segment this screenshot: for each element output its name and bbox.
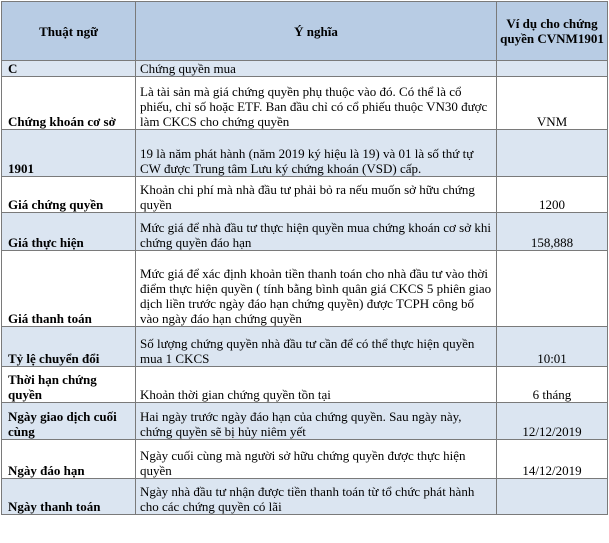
example-cell [497, 251, 608, 327]
example-cell [497, 479, 608, 515]
meaning-cell: Khoản chi phí mà nhà đầu tư phải bỏ ra nếu muốn sở hữu chứng quyền [136, 177, 497, 213]
term-cell: Ngày đáo hạn [2, 440, 136, 479]
table-row [2, 403, 608, 440]
term-cell: C [2, 61, 136, 77]
meaning-cell: Mức giá để xác định khoản tiền thanh toán cho nhà đầu tư vào thời điểm thực hiện quyền ( tính bằng bình quân giá CKCS 5 phiên giao dịch liền trước ngày đáo hạn chứng quyền) được TCPH công bố vào ngày đáo hạn chứng quyền [136, 251, 497, 327]
term-cell: Tỷ lệ chuyển đổi [2, 327, 136, 367]
term-cell: Giá chứng quyền [2, 177, 136, 213]
table-row [2, 130, 608, 177]
example-cell: 1200 [497, 177, 608, 213]
table-row [2, 77, 608, 130]
example-cell: VNM [497, 77, 608, 130]
example-cell: 14/12/2019 [497, 440, 608, 479]
example-cell: 12/12/2019 [497, 403, 608, 440]
table-row [2, 440, 608, 479]
header-example: Ví dụ cho chứng quyền CVNM1901 [497, 2, 608, 61]
glossary-table [1, 1, 608, 515]
meaning-cell: Hai ngày trước ngày đáo hạn của chứng quyền. Sau ngày này, chứng quyền sẽ bị hủy niêm yết [136, 403, 497, 440]
meaning-cell: Ngày nhà đầu tư nhận được tiền thanh toán từ tổ chức phát hành cho các chứng quyền có lãi [136, 479, 497, 515]
table-row [2, 251, 608, 327]
term-cell: Thời hạn chứng quyền [2, 367, 136, 403]
table-row [2, 61, 608, 77]
meaning-cell: Số lượng chứng quyền nhà đầu tư cần để có thể thực hiện quyền mua 1 CKCS [136, 327, 497, 367]
header-term: Thuật ngữ [2, 2, 136, 61]
meaning-cell: Mức giá để nhà đầu tư thực hiện quyền mua chứng khoán cơ sở khi chứng quyền đáo hạn [136, 213, 497, 251]
table-row [2, 327, 608, 367]
meaning-cell: Chứng quyền mua [136, 61, 497, 77]
header-meaning: Ý nghĩa [136, 2, 497, 61]
header-row [2, 2, 608, 61]
term-cell: Giá thực hiện [2, 213, 136, 251]
example-cell: 6 tháng [497, 367, 608, 403]
example-cell: 10:01 [497, 327, 608, 367]
meaning-cell: Ngày cuối cùng mà người sở hữu chứng quyền được thực hiện quyền [136, 440, 497, 479]
meaning-cell: Khoản thời gian chứng quyền tồn tại [136, 367, 497, 403]
term-cell: Chứng khoán cơ sở [2, 77, 136, 130]
table-row [2, 367, 608, 403]
term-cell: 1901 [2, 130, 136, 177]
meaning-cell: 19 là năm phát hành (năm 2019 ký hiệu là 19) và 01 là số thứ tự CW được Trung tâm Lưu ký chứng khoán (VSD) cấp. [136, 130, 497, 177]
table-row [2, 213, 608, 251]
table-row [2, 479, 608, 515]
example-cell [497, 130, 608, 177]
term-cell: Ngày thanh toán [2, 479, 136, 515]
table-row [2, 177, 608, 213]
meaning-cell: Là tài sản mà giá chứng quyền phụ thuộc vào đó. Có thể là cổ phiếu, chỉ số hoặc ETF. Ban đầu chỉ có cổ phiếu thuộc VN30 được làm CKCS cho chứng quyền [136, 77, 497, 130]
term-cell: Giá thanh toán [2, 251, 136, 327]
term-cell: Ngày giao dịch cuối cùng [2, 403, 136, 440]
example-cell: 158,888 [497, 213, 608, 251]
example-cell [497, 61, 608, 77]
